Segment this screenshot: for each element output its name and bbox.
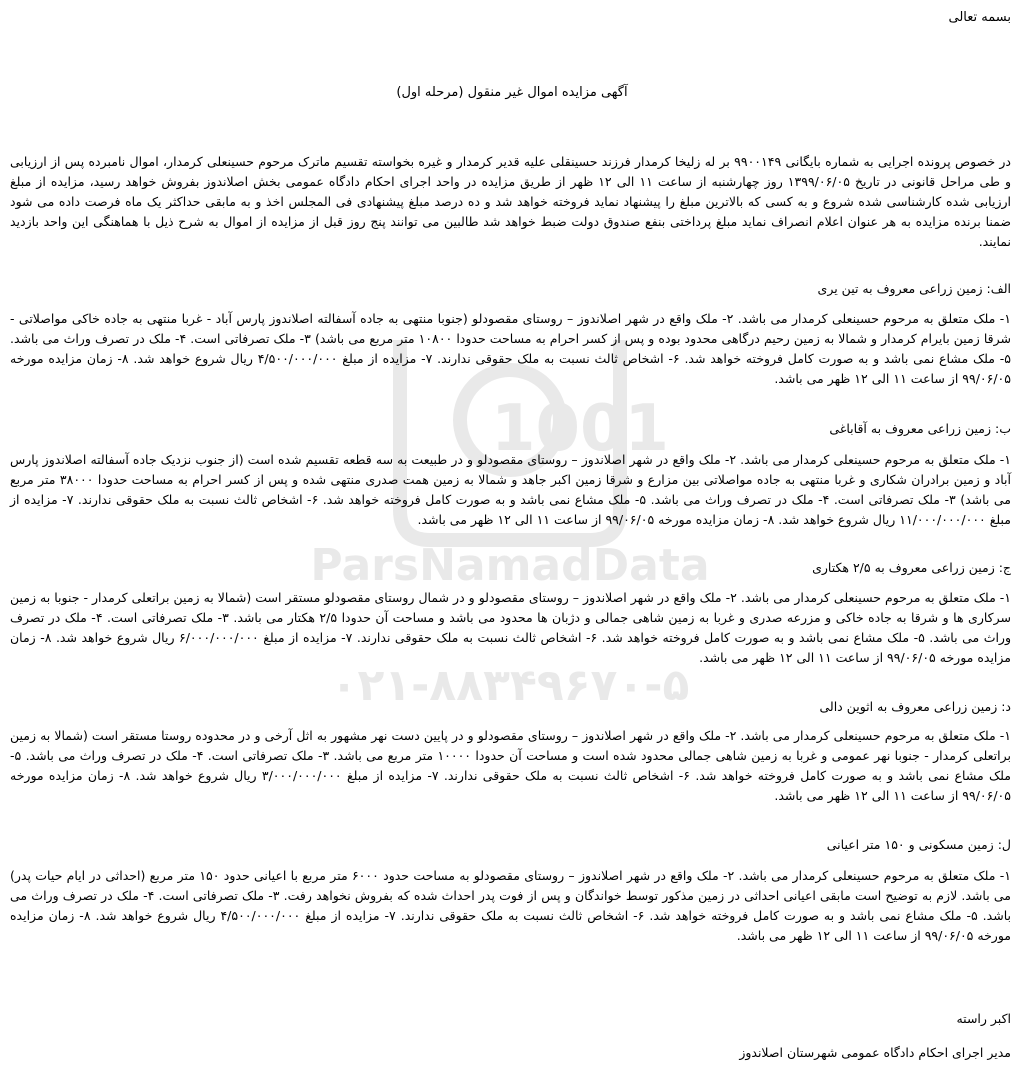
signer-role: مدیر اجرای احکام دادگاه عمومی شهرستان اصلاندوز bbox=[739, 1045, 1011, 1060]
section-title-lam: ل: زمین مسکونی و ۱۵۰ متر اعیانی bbox=[826, 837, 1011, 852]
top-heading: بسمه تعالی bbox=[948, 10, 1011, 25]
section-body-dal: ۱- ملک متعلق به مرحوم حسینعلی کرمدار می باشد. ۲- ملک واقع در شهر اصلاندوز – روستای مقصودلو و در پایین دست نهر مشهور به اثل آرخی و در محدوده روستا مستقر است (شمالا به زمین براتعلی کرمدار - جنوبا نهر عمومی و غربا به زمین شاهی جمالی محدود شده است و مساحت آن حدودا ۱۰۰۰۰ متر مربع می باشد. ۳- ملک تصرفاتی است. ۴- ملک در تصرف وراث می باشد. ۵- ملک مشاع نمی باشد و به صورت کامل فروخته خواهد شد. ۶- اشخاص ثالث نسبت به ملک حقوقی ندارند. ۷- مزایده از مبلغ ۳/۰۰۰/۰۰۰/۰۰۰ ریال شروع خواهد شد. ۸- زمان مزایده مورخه ۹۹/۰۶/۰۵ از ساعت ۱۱ الی ۱۲ ظهر می باشد. bbox=[10, 728, 1012, 803]
page-title: آگهی مزایده اموال غیر منقول (مرحله اول) bbox=[396, 85, 628, 100]
watermark-phone: ۰۲۱-۸۸۳۴۹۶۷۰-۵ bbox=[330, 660, 690, 711]
section-body-be: ۱- ملک متعلق به مرحوم حسینعلی کرمدار می باشد. ۲- ملک واقع در شهر اصلاندوز – روستای مقصودلو و در طبیعت به سه قطعه تقسیم شده است (از جنوب نزدیک جاده آسفالته اصلاندوز پارس آباد و زمین برادران شکاری و غربا منتهی به جاده مواصلاتی بین مزارع و شرقا زمین اکبر جاهد و شمالا به زمین همت صدری منتهی شده و پس از کسر احرام به مساحت حدودا ۳۸۰۰۰ متر مربع می باشد) ۳- ملک تصرفاتی است. ۴- ملک در تصرف وراث می باشد. ۵- ملک مشاع نمی باشد و به صورت کامل فروخته خواهد شد. ۶- اشخاص ثالث نسبت به ملک حقوقی ندارند. ۷- مزایده از مبلغ ۱۱/۰۰۰/۰۰۰/۰۰۰ ریال شروع خواهد شد. ۸- زمان مزایده مورخه ۹۹/۰۶/۰۵ از ساعت ۱۱ الی ۱۲ ظهر می باشد. bbox=[10, 452, 1012, 527]
intro-paragraph: در خصوص پرونده اجرایی به شماره بایگانی ۹۹۰۰۱۴۹ بر له زلیخا کرمدار فرزند حسینقلی علیه قدیر کرمدار و غیره بخواسته تقسیم ماترک مرحوم حسینعلی کرمدار، اموال نامبرده پس از ارزیابی و طی مراحل قانونی در تاریخ ۱۳۹۹/۰۶/۰۵ روز چهارشنبه از ساعت ۱۱ الی ۱۲ ظهر از طریق مزایده در واحد اجرای احکام دادگاه عمومی بخش اصلاندوز بفروش خواهد رسید، مزایده از مبلغ ارزیابی شده کارشناسی شده شروع و به کسی که بالاترین مبلغ را پیشنهاد نماید فروخته خواهد شد و ده درصد مبلغ پیشنهادی فی المجلس اخذ و به مابقی حداکثر یک ماه فرصت داده می شود ضمنا برنده مزایده به هر عنوان اعلام انصراف نماید مبلغ پرداختی بنفع صندوق دولت ضبط خواهد شد طالبین می توانند پنج روز قبل از مزایده از اموال به شرح ذیل با هماهنگی این واحد بازدید نمایند. bbox=[10, 154, 1011, 249]
section-title-alef: الف: زمین زراعی معروف به تین یری bbox=[817, 281, 1011, 296]
watermark-number: 1001 bbox=[490, 392, 670, 466]
section-body-alef: ۱- ملک متعلق به مرحوم حسینعلی کرمدار می باشد. ۲- ملک واقع در شهر اصلاندوز – روستای مقصودلو (جنوبا منتهی به جاده آسفالته اصلاندوز پارس آباد - غربا منتهی به جاده خاکی مواصلاتی - شرقا زمین بایرام کرمدار و شمالا به زمین رحیم درگاهی محدود بوده و پس از کسر احرام به مساحت حدودا ۱۰۸۰۰ متر مربع می باشد) ۳- ملک تصرفاتی است. ۴- ملک در تصرف وراث می باشد. ۵- ملک مشاع نمی باشد و به صورت کامل فروخته خواهد شد. ۶- اشخاص ثالث نسبت به ملک حقوقی ندارند. ۷- مزایده از مبلغ ۴/۵۰۰/۰۰۰/۰۰۰ ریال شروع خواهد شد. ۸- زمان مزایده مورخه ۹۹/۰۶/۰۵ از ساعت ۱۱ الی ۱۲ ظهر می باشد. bbox=[10, 311, 1011, 386]
section-title-be: ب: زمین زراعی معروف به آقاباغی bbox=[829, 421, 1011, 436]
signer-name: اکبر راسته bbox=[956, 1011, 1011, 1026]
section-title-dal: د: زمین زراعی معروف به اثوین دالی bbox=[819, 699, 1011, 714]
watermark-brand: ParsNamadData bbox=[310, 540, 710, 591]
section-title-jim: ج: زمین زراعی معروف به ۲/۵ هکتاری bbox=[812, 560, 1011, 575]
section-body-lam: ۱- ملک متعلق به مرحوم حسینعلی کرمدار می باشد. ۲- ملک واقع در شهر اصلاندوز – روستای مقصودلو به مساحت حدود ۶۰۰۰ متر مربع با اعیانی حدود ۱۵۰ متر مربع (احداثی در ایام حیات پدر) می باشد. لازم به توضیح است مابقی اعیانی احداثی در زمین مذکور توسط خواندگان و پس از فوت پدر احداث شده که بفروش نخواهد رفت. ۳- ملک تصرفاتی است. ۴- ملک در تصرف وراث می باشد. ۵- ملک مشاع نمی باشد و به صورت کامل فروخته خواهد شد. ۶- اشخاص ثالث نسبت به ملک حقوقی ندارند. ۷- مزایده از مبلغ ۴/۵۰۰/۰۰۰/۰۰۰ ریال شروع خواهد شد. ۸- زمان مزایده مورخه ۹۹/۰۶/۰۵ از ساعت ۱۱ الی ۱۲ ظهر می باشد. bbox=[10, 868, 1011, 943]
section-body-jim: ۱- ملک متعلق به مرحوم حسینعلی کرمدار می باشد. ۲- ملک واقع در شهر اصلاندوز – روستای مقصودلو و در شمال روستای مقصودلو مستقر است (شمالا به زمین براتعلی کرمدار - جنوبا به زمین سرکاری ها و شرقا به جاده خاکی و مزرعه صدری و غربا به زمین شاهی جمالی و دژبان ها محدود می باشد و مساحت آن حدودا ۲/۵ هکتار می باشد. ۳- ملک تصرفاتی است. ۴- ملک در تصرف وراث می باشد. ۵- ملک مشاع نمی باشد و به صورت کامل فروخته خواهد شد. ۶- اشخاص ثالث نسبت به ملک حقوقی ندارند. ۷- مزایده از مبلغ ۶/۰۰۰/۰۰۰/۰۰۰ ریال شروع خواهد شد. ۸- زمان مزایده مورخه ۹۹/۰۶/۰۵ از ساعت ۱۱ الی ۱۲ ظهر می باشد. bbox=[10, 590, 1012, 665]
